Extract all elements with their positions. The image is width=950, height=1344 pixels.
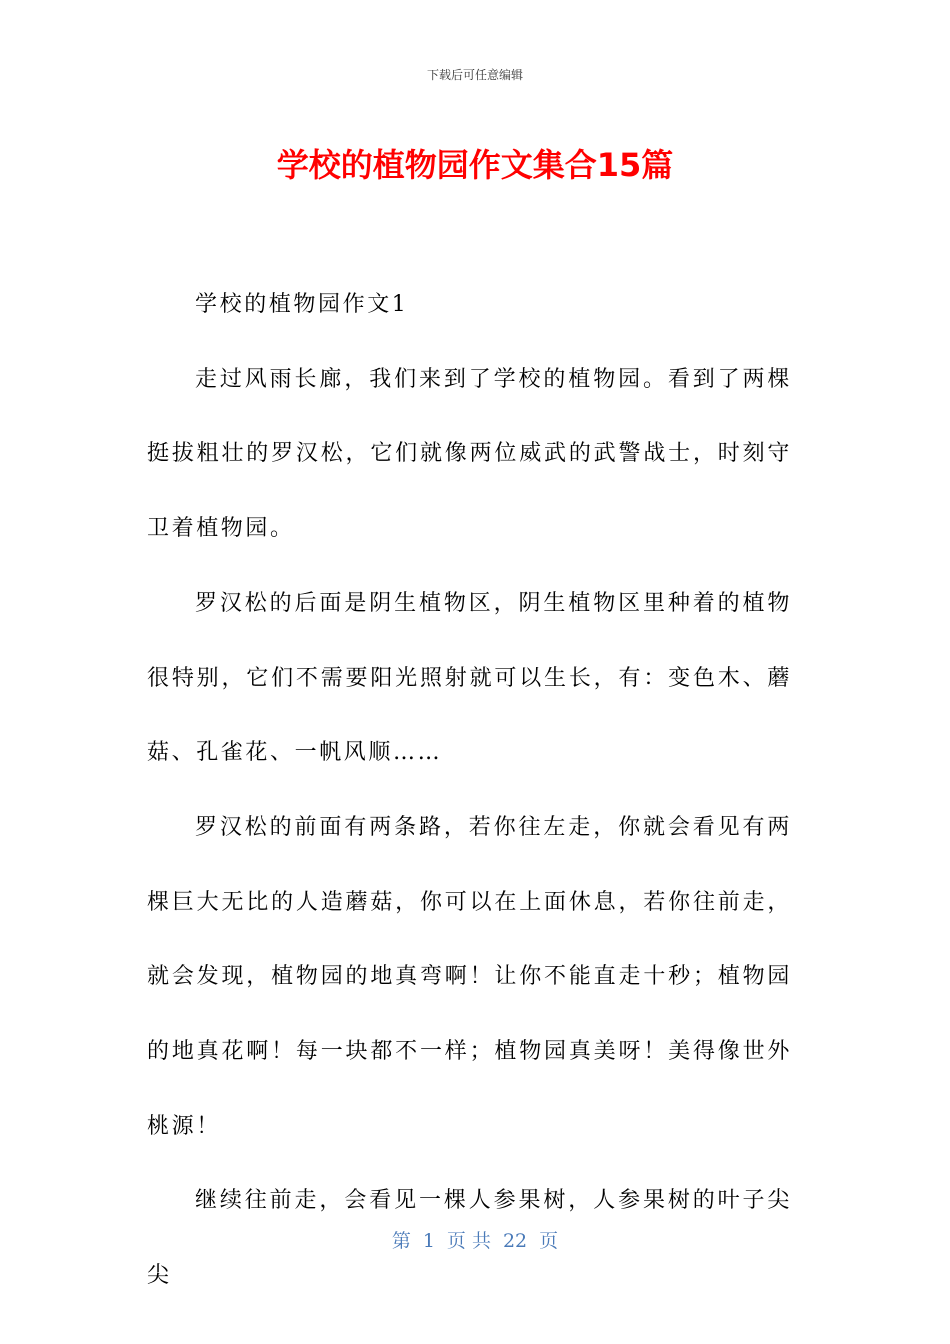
- paragraph: 罗汉松的后面是阴生植物区，阴生植物区里种着的植物很特别，它们不需要阳光照射就可以生长，有：变色木、蘑菇、孔雀花、一帆风顺……: [147, 590, 792, 766]
- paragraph: 罗汉松的前面有两条路，若你往左走，你就会看见有两棵巨大无比的人造蘑菇，你可以在上面休息，若你往前走，就会发现，植物园的地真弯啊！让你不能直走十秒；植物园的地真花啊！每一块都不一样；植物园真美呀！美得像世外桃源！: [147, 814, 792, 1139]
- page-footer: [0, 1226, 950, 1253]
- paragraph: 继续往前走，会看见一棵人参果树，人参果树的叶子尖尖: [147, 1188, 792, 1289]
- footer-middle: 页 共: [446, 1230, 491, 1252]
- header-note: 下载后可任意编辑: [426, 68, 523, 82]
- document-body: [147, 268, 792, 1314]
- section-heading: 学校的植物园作文1: [195, 292, 409, 317]
- paragraph: 走过风雨长廊，我们来到了学校的植物园。看到了两棵挺拔粗壮的罗汉松，它们就像两位威武的武警战士，时刻守卫着植物园。: [147, 366, 792, 542]
- footer-suffix: 页: [539, 1230, 559, 1252]
- current-page-number: 1: [422, 1230, 435, 1252]
- footer-prefix: 第: [391, 1230, 411, 1252]
- document-title: 学校的植物园作文集合15篇: [276, 146, 674, 184]
- total-pages-number: 22: [502, 1230, 528, 1252]
